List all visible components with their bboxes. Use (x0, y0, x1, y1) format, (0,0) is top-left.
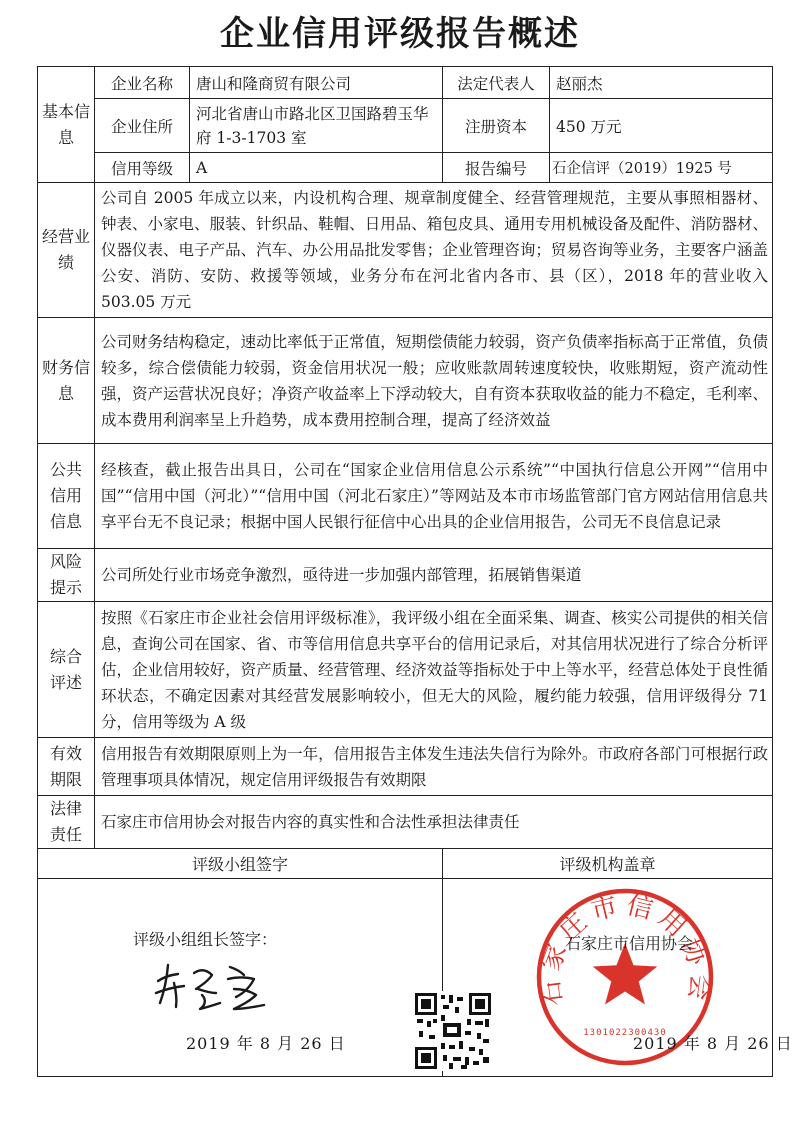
overall-row (38, 602, 773, 738)
section-legal: 法律责任 (38, 796, 95, 849)
section-validity: 有效期限 (38, 738, 95, 796)
basic-row-address (38, 99, 773, 153)
section-overall: 综合评述 (38, 602, 95, 738)
qr-code-icon (413, 991, 493, 1071)
company-name: 唐山和隆商贸有限公司 (190, 67, 443, 99)
seal-org-name: 石家庄市信用协会 (565, 934, 694, 953)
signing-body-row (38, 879, 773, 1077)
section-public: 公共信用信息 (38, 444, 95, 549)
section-basic: 基本信息 (38, 67, 95, 183)
report-number: 石企信评（2019）1925 号 (550, 153, 773, 183)
business-row (38, 183, 773, 318)
signing-header-row (38, 849, 773, 879)
finance-text: 公司财务结构稳定，速动比率低于正常值，短期偿债能力较弱，资产负债率指标高于正常值，负债较多，综合偿债能力较弱，资金信用状况一般；应收账款周转速度较快，收账期短，资产流动性强，资产运营状况良好；净资产收益率上下浮动较大，自有资本获取收益的能力不稳定，毛利率、成本费用利润率呈上升趋势，成本费用控制合理，提高了经济效益 (95, 318, 773, 444)
grade-label: 信用等级 (95, 153, 190, 183)
business-text: 公司自 2005 年成立以来，内设机构合理、规章制度健全、经营管理规范，主要从事照相器材、钟表、小家电、服装、针织品、鞋帽、日用品、箱包皮具、通用专用机械设备及配件、消防器材、仪器仪表、电子产品、汽车、办公用品批发零售；企业管理咨询；贸易咨询等业务，主要客户涵盖公安、消防、安防、救援等领域，业务分布在河北省内各市、县（区），2018 年的营业收入 503.05 万元 (95, 183, 773, 318)
legal-rep-label: 法定代表人 (443, 67, 550, 99)
report-title: 企业信用评级报告概述 (220, 14, 580, 54)
risk-row (38, 549, 773, 602)
validity-text: 信用报告有效期限原则上为一年，信用报告主体发生违法失信行为除外。市政府各部门可根据行政管理事项具体情况，规定信用评级报告有效期限 (95, 738, 773, 796)
team-signature-header: 评级小组签字 (38, 849, 443, 879)
basic-row-name (38, 67, 773, 99)
capital-label: 注册资本 (443, 99, 550, 153)
handwritten-signature (150, 959, 270, 1017)
overall-text: 按照《石家庄市企业社会信用评级标准》，我评级小组在全面采集、调查、核实公司提供的相关信息，查询公司在国家、省、市等信用信息共享平台的信用记录后，对其信用状况进行了综合分析评估，企业信用较好，资产质量、经营管理、经济效益等指标处于中上等水平，经营总体处于良性循环状态，不确定因素对其经营发展影响较小，但无大的风险，履约能力较强，信用评级得分 71 分，信用等级为 A 级 (95, 602, 773, 738)
basic-row-grade (38, 153, 773, 183)
risk-text: 公司所处行业市场竞争激烈，亟待进一步加强内部管理，拓展销售渠道 (95, 549, 773, 602)
registered-capital: 450 万元 (550, 99, 773, 153)
org-seal-cell (443, 879, 793, 1077)
team-signature-cell (38, 879, 443, 1077)
section-finance: 财务信息 (38, 318, 95, 444)
org-seal-header: 评级机构盖章 (443, 849, 773, 879)
public-row (38, 444, 773, 549)
legal-row (38, 796, 773, 849)
report-table (37, 66, 793, 1077)
validity-row (38, 738, 773, 796)
company-name-label: 企业名称 (95, 67, 190, 99)
seal-arc-text: 石家庄市信用协会 (534, 890, 716, 1008)
org-seal-date: 2019 年 8 月 26 日 (633, 1034, 793, 1053)
address-label: 企业住所 (95, 99, 190, 153)
finance-row (38, 318, 773, 444)
report-no-label: 报告编号 (443, 153, 550, 183)
leader-signature-label: 评级小组组长签字： (133, 930, 278, 949)
legal-text: 石家庄市信用协会对报告内容的真实性和合法性承担法律责任 (95, 796, 773, 849)
company-address: 河北省唐山市路北区卫国路碧玉华府 1-3-1703 室 (190, 99, 443, 153)
team-sign-date: 2019 年 8 月 26 日 (186, 1034, 346, 1053)
legal-rep: 赵丽杰 (550, 67, 773, 99)
credit-grade: A (190, 153, 443, 183)
public-text: 经核查，截止报告出具日，公司在“国家企业信用信息公示系统”“中国执行信息公开网”“信用中国”“信用中国（河北）”“信用中国（河北石家庄）”等网站及本市市场监管部门官方网站信用信息共享平台无不良记录；根据中国人民银行征信中心出具的企业信用报告，公司无不良信息记录 (95, 444, 773, 549)
seal-code: 1301022300430 (583, 1028, 667, 1038)
section-risk: 风险提示 (38, 549, 95, 602)
section-business: 经营业绩 (38, 183, 95, 318)
